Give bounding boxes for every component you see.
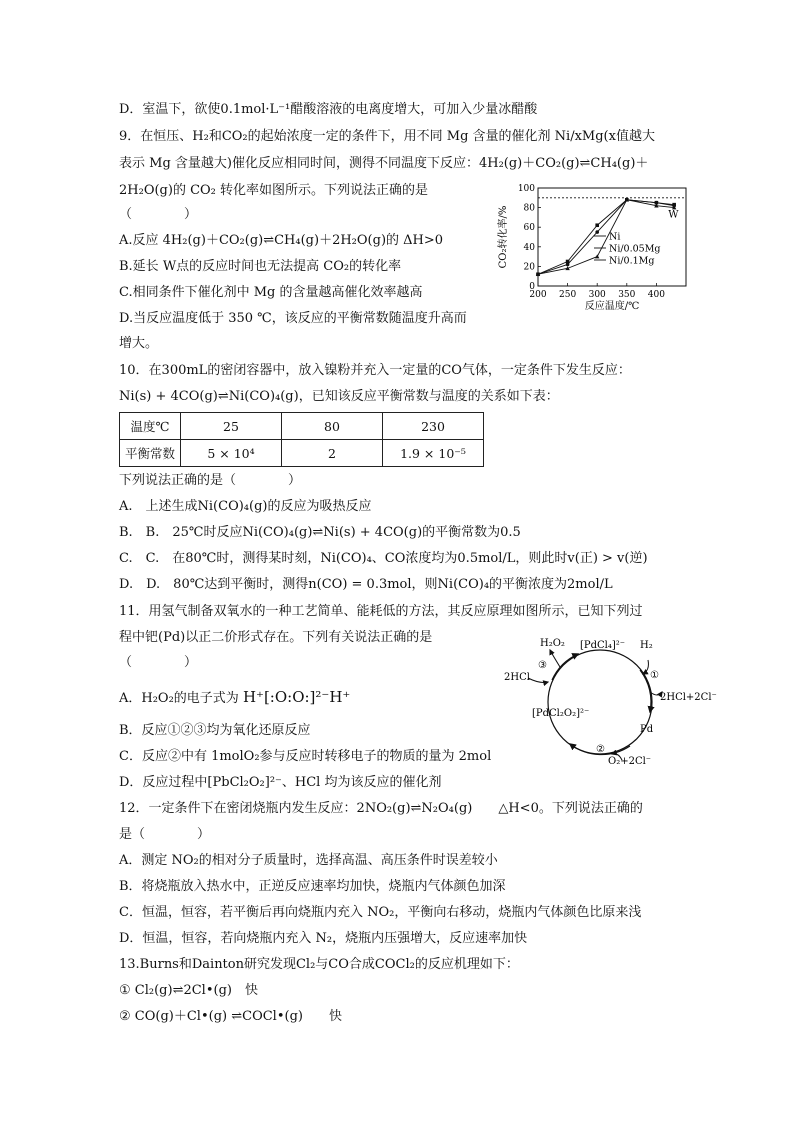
annotation-w: W (668, 209, 679, 221)
line-q13a: 13.Burns和Dainton研究发现Cl₂与CO合成COCl₂的反应机理如下： (119, 957, 519, 972)
y-tick-label: 40 (523, 242, 535, 253)
line-q12a: 12．一定条件下在密闭烧瓶内发生反应：2NO₂(g)⇌N₂O₄(g) △H<0。下列说法正确的 (119, 801, 643, 816)
y-tick-label: 0 (529, 282, 535, 292)
table-cell: 230 (383, 413, 484, 440)
table-row (120, 440, 484, 467)
line-q11A (119, 688, 350, 708)
line-q10D: D. D. 80℃达到平衡时，测得n(CO) = 0.3mol，则Ni(CO)₄的平衡浓度为2mol/L (119, 577, 613, 592)
label-2hcl-2cl: 2HCl+2Cl⁻ (660, 692, 717, 703)
line-q10a: 10．在300mL的密闭容器中，放入镍粉并充入一定量的CO气体，一定条件下发生反应： (119, 363, 631, 378)
x-axis-label: 反应温度/℃ (584, 301, 640, 310)
line-q9d: （ ） (119, 207, 198, 222)
data-point (672, 203, 676, 207)
cycle-arrow-3 (552, 654, 578, 680)
label-pdcl4: [PdCl₄]²⁻ (580, 640, 626, 651)
table-header-row (120, 413, 484, 440)
co2-conversion-chart (494, 178, 694, 310)
line-q10A: A. 上述生成Ni(CO)₄(g)的反应为吸热反应 (119, 499, 372, 514)
label-h2o2: H₂O₂ (540, 638, 565, 649)
table-cell: 80 (282, 413, 383, 440)
x-tick-label: 300 (588, 290, 606, 300)
x-tick-label: 400 (647, 290, 665, 300)
y-axis-label: CO₂转化率/% (498, 205, 509, 269)
label-2hcl: 2HCl (504, 672, 530, 683)
data-point (625, 198, 629, 202)
line-q8d: D．室温下，欲使0.1mol·L⁻¹醋酸溶液的电离度增大，可加入少量冰醋酸 (119, 102, 538, 117)
y-tick-label: 20 (523, 262, 535, 273)
data-point (595, 254, 599, 258)
x-tick-label: 250 (559, 290, 577, 300)
line-q9a: 9．在恒压、H₂和CO₂的起始浓度一定的条件下，用不同 Mg 含量的催化剂 Ni/xMg(x值越大 (119, 129, 655, 144)
line-q10C: C. C. 在80℃时，测得某时刻，Ni(CO)₄、CO浓度均为0.5mol/L，则此时v(正) > v(逆) (119, 551, 648, 566)
line-q10B: B. B. 25℃时反应Ni(CO)₄(g)⇌Ni(s) + 4CO(g)的平衡常数为0.5 (119, 525, 521, 540)
arrow-out-h2o2 (550, 650, 560, 667)
line-q12A: A．测定 NO₂的相对分子质量时，选择高温、高压条件时误差较小 (119, 853, 498, 868)
label-h2: H₂ (640, 640, 653, 651)
line-q9c: 2H₂O(g)的 CO₂ 转化率如图所示。下列说法正确的是 (119, 183, 429, 198)
q11A-prefix: A．H₂O₂的电子式为 (119, 691, 239, 706)
data-point (655, 201, 659, 205)
table-cell: 平衡常数 (120, 440, 181, 467)
x-tick-label: 350 (618, 290, 636, 300)
line-q12D: D．恒温，恒容，若向烧瓶内充入 N₂，烧瓶内压强增大，反应速率加快 (119, 931, 528, 946)
line-q9A: A.反应 4H₂(g)＋CO₂(g)⇌CH₄(g)＋2H₂O(g)的 ΔH>0 (119, 233, 444, 248)
y-tick-label: 80 (523, 203, 535, 214)
legend-label: Ni (609, 231, 621, 243)
y-tick-label: 60 (523, 223, 535, 234)
line-q11B: B．反应①②③均为氧化还原反应 (119, 723, 311, 738)
data-point (595, 230, 599, 234)
data-point (536, 272, 540, 276)
table-cell: 温度℃ (120, 413, 181, 440)
data-point (566, 260, 570, 264)
table-cell: 5 × 10⁴ (181, 440, 282, 467)
label-pdcl2o2: [PdCl₂O₂]²⁻ (532, 708, 590, 719)
data-point (595, 223, 599, 227)
line-q9B: B.延长 W点的反应时间也无法提高 CO₂的转化率 (119, 259, 402, 274)
line-q12b: 是（ ） (119, 827, 211, 842)
line-q11D: D．反应过程中[PbCl₂O₂]²⁻、HCl 均为该反应的催化剂 (119, 775, 442, 790)
label-pd: Pd (640, 724, 654, 735)
x-tick-label: 200 (529, 290, 547, 300)
line-q11b: 程中钯(Pd)以正二价形式存在。下列有关说法正确的是 (119, 630, 433, 645)
line-q9b: 表示 Mg 含量越大)催化反应相同时间，测得不同温度下反应：4H₂(g)＋CO₂(g)⇌CH₄(g)＋ (119, 156, 649, 171)
legend-label: Ni/0.05Mg (609, 243, 661, 255)
cycle-ring (548, 650, 652, 754)
label-step1: ① (650, 670, 659, 681)
line-q11C: C．反应②中有 1molO₂参与反应时转移电子的物质的量为 2mol (119, 749, 492, 764)
y-tick-label: 100 (517, 184, 535, 194)
line-q12C: C．恒温，恒容，若平衡后再向烧瓶内充入 NO₂，平衡向右移动，烧瓶内气体颜色比原来浅 (119, 905, 642, 920)
line-q11c: （ ） (119, 655, 198, 670)
line-q9D1: D.当反应温度低于 350 ℃，该反应的平衡常数随温度升高而 (119, 311, 467, 326)
arrow-in-hcl (528, 678, 548, 683)
line-q11a: 11．用氢气制备双氧水的一种工艺简单、能耗低的方法，其反应原理如图所示，已知下列过 (119, 604, 643, 619)
label-o2-2cl: O₂+2Cl⁻ (608, 756, 652, 767)
label-step3: ③ (538, 660, 547, 671)
legend-label: Ni/0.1Mg (609, 255, 655, 267)
pd-cycle-diagram (500, 632, 718, 768)
table-cell: 2 (282, 440, 383, 467)
line-q9C: C.相同条件下催化剂中 Mg 的含量越高催化效率越高 (119, 285, 423, 300)
equilibrium-table (119, 412, 484, 467)
line-q12B: B．将烧瓶放入热水中，正逆反应速率均加快，烧瓶内气体颜色加深 (119, 879, 506, 894)
label-step2: ② (596, 744, 605, 755)
line-q10b: Ni(s) + 4CO(g)⇌Ni(CO)₄(g)，已知该反应平衡常数与温度的关系如下表： (119, 389, 559, 404)
line-q10c: 下列说法正确的是（ ） (119, 473, 302, 488)
h2o2-electron-formula: H⁺[:O:O:]²⁻H⁺ (242, 688, 351, 706)
line-q13-2: ② CO(g)＋Cl•(g) ⇌COCl•(g) 快 (119, 1009, 342, 1024)
arrow-in-h2 (643, 660, 648, 674)
table-cell: 1.9 × 10⁻⁵ (383, 440, 484, 467)
table-cell: 25 (181, 413, 282, 440)
line-q9D2: 增大。 (119, 336, 159, 351)
line-q13-1: ① Cl₂(g)⇌2Cl•(g) 快 (119, 983, 258, 998)
